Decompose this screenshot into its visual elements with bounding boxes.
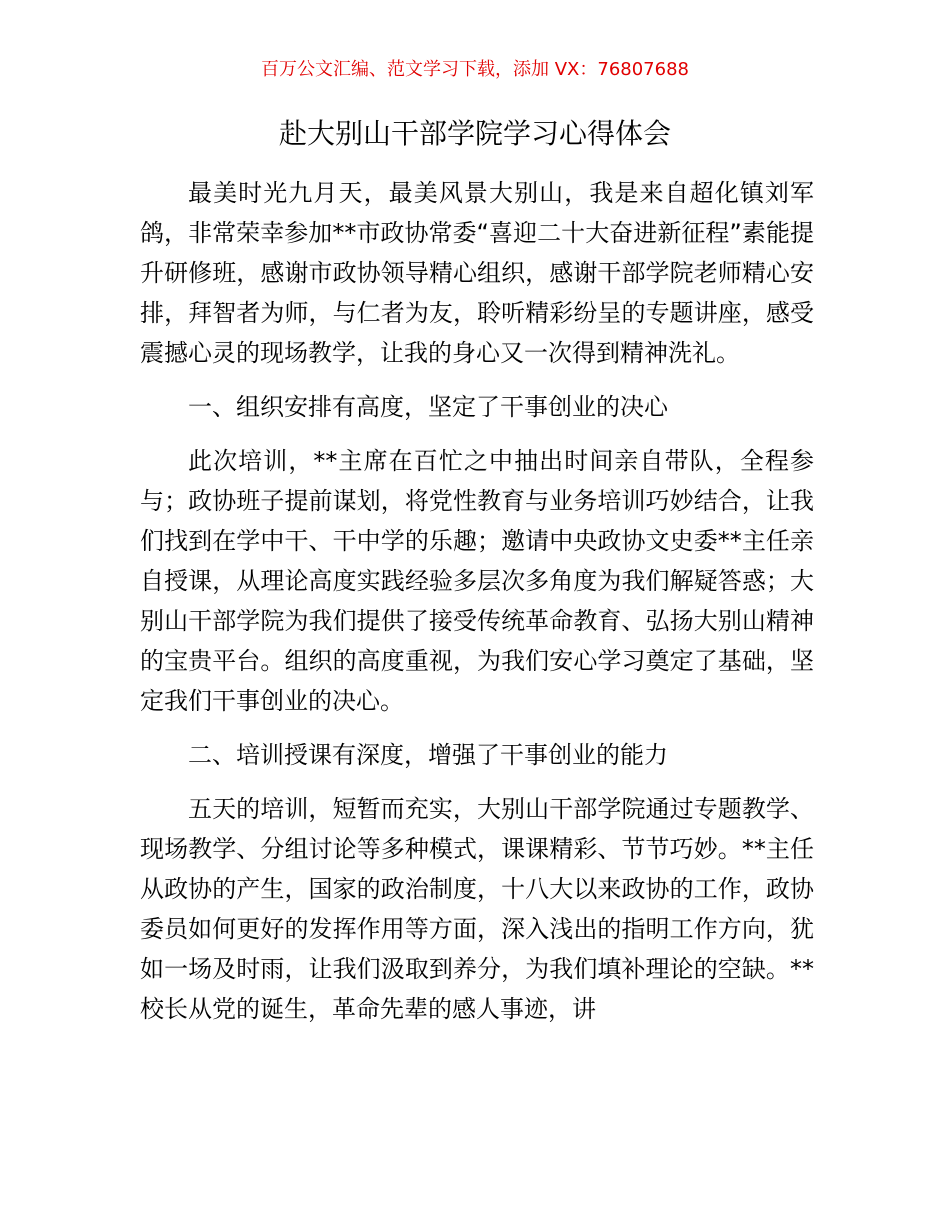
section-heading-2: 二、培训授课有深度，增强了干事创业的能力 <box>188 741 668 769</box>
intro-paragraph: 最美时光九月天，最美风景大别山，我是来自超化镇刘军鸽，非常荣幸参加**市政协常委“喜迎二十大奋进新征程”素能提升研修班，感谢市政协领导精心组织，感谢干部学院老师精心安排，拜智者为师，与仁者为友，聆听精彩纷呈的专题讲座，感受震撼心灵的现场教学，让我的身心又一次得到精神洗礼。 <box>140 179 814 367</box>
section-1-paragraph: 此次培训，**主席在百忙之中抽出时间亲自带队，全程参与；政协班子提前谋划，将党性教育与业务培训巧妙结合，让我们找到在学中干、干中学的乐趣；邀请中央政协文史委**主任亲自授课，从理论高度实践经验多层次多角度为我们解疑答惑；大别山干部学院为我们提供了接受传统革命教育、弘扬大别山精神的宝贵平台。组织的高度重视，为我们安心学习奠定了基础，坚定我们干事创业的决心。 <box>140 447 814 715</box>
section-2-paragraph: 五天的培训，短暂而充实，大别山干部学院通过专题教学、现场教学、分组讨论等多种模式，课课精彩、节节巧妙。**主任从政协的产生，国家的政治制度，十八大以来政协的工作，政协委员如何更好的发挥作用等方面，深入浅出的指明工作方向，犹如一场及时雨，让我们汲取到养分，为我们填补理论的空缺。**校长从党的诞生，革命先辈的感人事迹，讲 <box>140 795 814 1023</box>
section-heading-1: 一、组织安排有高度，坚定了干事创业的决心 <box>188 393 668 421</box>
document-body <box>140 173 814 1029</box>
document-title: 赴大别山干部学院学习心得体会 <box>278 117 671 150</box>
watermark-header: 百万公文汇编、范文学习下载，添加 VX：76807688 <box>261 59 689 80</box>
